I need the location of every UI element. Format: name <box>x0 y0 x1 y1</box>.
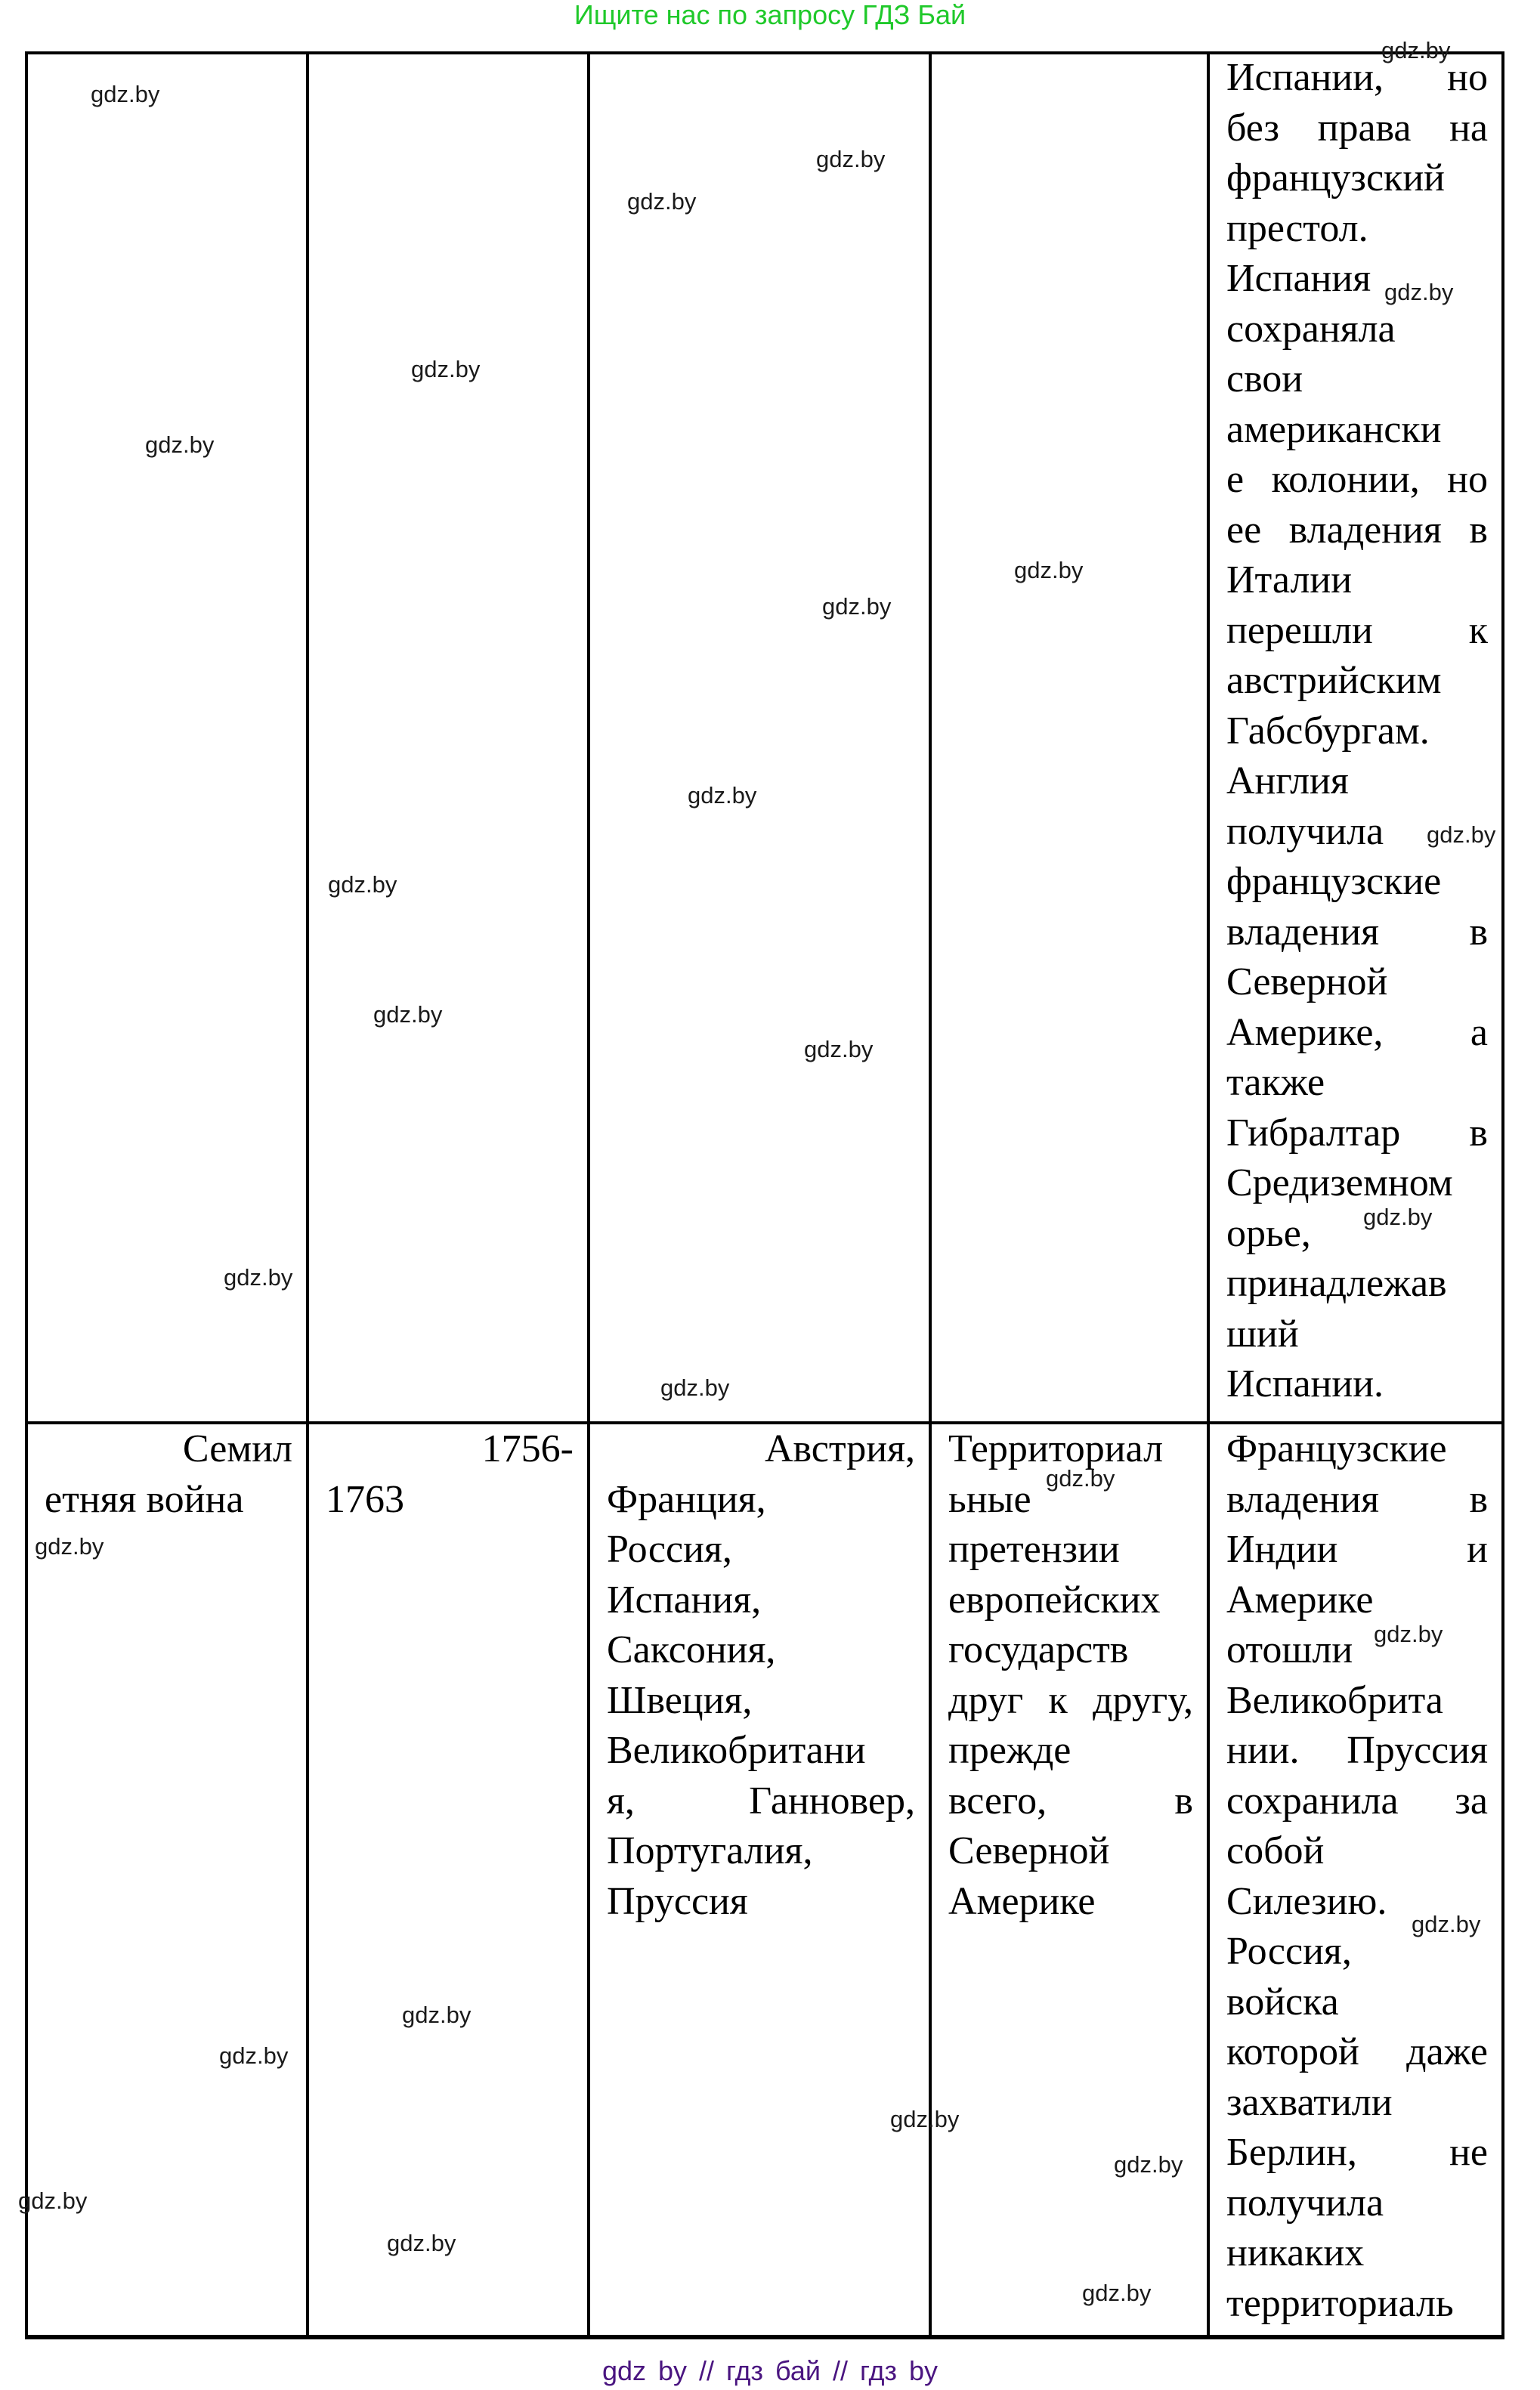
cell-text-line: ьные <box>948 1477 1031 1521</box>
watermark-text: gdz.by <box>816 146 886 172</box>
watermark-text: gdz.by <box>402 2002 472 2028</box>
cell-text-line: е колонии, но <box>1226 458 1488 501</box>
cell-text-line: также <box>1226 1061 1325 1104</box>
cell-text-line: государств <box>948 1628 1129 1671</box>
cell-text-line: Семил <box>182 1427 292 1470</box>
watermark-text: gdz.by <box>822 593 892 620</box>
cell-text-line: захватили <box>1226 2080 1393 2124</box>
cell-text-line: престол. <box>1226 206 1368 250</box>
cell-text-line: американски <box>1226 407 1442 451</box>
cell-text-line: Берлин, не <box>1226 2131 1488 2174</box>
watermark-text: gdz.by <box>1082 2280 1152 2306</box>
cell-text-line: Швеция, <box>607 1678 753 1722</box>
cell-text-line: владения в <box>1226 1477 1488 1521</box>
row2-participants-cell <box>590 1424 929 2335</box>
row2-results-cell <box>1210 1424 1501 2335</box>
cell-text-line: Испания <box>1226 257 1371 300</box>
watermark-text: gdz.by <box>688 782 757 809</box>
row1-participants-cell <box>590 54 929 1421</box>
row2-years-cell <box>309 1424 587 2335</box>
cell-text-line: Испания, <box>607 1578 762 1622</box>
cell-text-line: Америке <box>1226 1578 1374 1622</box>
cell-text-line: Территориал <box>948 1427 1164 1470</box>
watermark-text: gdz.by <box>145 431 215 458</box>
row1-war-cell <box>28 54 306 1421</box>
cell-text-line: Россия, <box>607 1528 732 1571</box>
cell-text-line: Силезию. <box>1226 1879 1387 1923</box>
history-wars-table <box>25 51 1504 2338</box>
watermark-text: gdz.by <box>1363 1204 1433 1230</box>
watermark-text: gdz.by <box>660 1374 730 1401</box>
watermark-text: gdz.by <box>1114 2151 1183 2178</box>
row1-years-cell <box>309 54 587 1421</box>
watermark-text: gdz.by <box>890 2106 960 2132</box>
row2-causes-cell <box>932 1424 1207 2335</box>
row1-causes-cell <box>932 54 1207 1421</box>
cell-text-line: прежде <box>948 1729 1072 1772</box>
cell-text-line: Северной <box>948 1829 1110 1872</box>
search-hint-banner: Ищите нас по запросу ГДЗ Бай <box>574 0 966 30</box>
cell-text-line: Америке <box>948 1879 1096 1923</box>
cell-text-line: перешли к <box>1226 608 1488 652</box>
site-footer-links: gdz by // гдз бай // гдз by <box>601 2355 939 2386</box>
cell-text-line: орье, <box>1226 1211 1311 1255</box>
cell-text-line: Испании, но <box>1226 56 1488 99</box>
watermark-text: gdz.by <box>804 1036 874 1062</box>
cell-text-line: принадлежав <box>1226 1262 1447 1305</box>
cell-text-line: Великобритани <box>607 1729 866 1772</box>
watermark-text: gdz.by <box>219 2042 289 2069</box>
cell-text-line: собой <box>1226 1829 1325 1872</box>
cell-text-line: Саксония, <box>607 1628 776 1671</box>
cell-text-line: етняя война <box>45 1477 244 1521</box>
table-border-bottom <box>25 2335 1504 2339</box>
cell-text-line: владения в <box>1226 910 1488 954</box>
cell-text-line: получила <box>1226 809 1384 853</box>
cell-text-line: Испании. <box>1226 1362 1384 1405</box>
cell-text-line: Французские <box>1226 1427 1447 1470</box>
row1-results-cell <box>1210 53 1501 1421</box>
cell-text-line: которой даже <box>1226 2030 1488 2073</box>
cell-text-line: Средиземном <box>1226 1161 1453 1204</box>
watermark-text: gdz.by <box>1381 37 1451 63</box>
cell-text-line: войска <box>1226 1980 1339 2024</box>
watermark-text: gdz.by <box>1412 1911 1481 1937</box>
watermark-text: gdz.by <box>1427 821 1496 848</box>
watermark-text: gdz.by <box>328 871 397 898</box>
watermark-text: gdz.by <box>1014 557 1084 583</box>
watermark-text: gdz.by <box>35 1533 104 1560</box>
cell-text-line: отошли <box>1226 1628 1353 1671</box>
cell-text-line: получила <box>1226 2181 1384 2225</box>
watermark-text: gdz.by <box>411 356 481 382</box>
cell-text-line: никаких <box>1226 2231 1365 2274</box>
cell-text-line: Габсбургам. <box>1226 709 1430 753</box>
cell-text-line: Пруссия <box>607 1879 748 1923</box>
watermark-text: gdz.by <box>387 2230 456 2256</box>
cell-text-line: ший <box>1226 1312 1299 1356</box>
cell-text-line: Англия <box>1226 759 1349 802</box>
cell-text-line: Франция, <box>607 1477 766 1521</box>
watermark-text: gdz.by <box>373 1001 443 1028</box>
cell-text-line: Италии <box>1226 558 1353 601</box>
cell-text-line: территориаль <box>1226 2281 1454 2325</box>
cell-text-line: друг к другу, <box>948 1678 1193 1722</box>
cell-text-line: ее владения в <box>1226 508 1488 552</box>
table-border-right <box>1501 51 1504 2338</box>
cell-text-line: нии. Пруссия <box>1226 1729 1488 1772</box>
cell-text-line: я, Ганновер, <box>607 1779 915 1823</box>
cell-text-line: Америке, а <box>1226 1010 1488 1054</box>
cell-text-line: претензии <box>948 1528 1120 1571</box>
watermark-text: gdz.by <box>1374 1621 1443 1647</box>
cell-text-line: свои <box>1226 357 1303 400</box>
cell-text-line: Северной <box>1226 960 1388 1003</box>
cell-text-line: Португалия, <box>607 1829 813 1872</box>
cell-text-line: Гибралтар в <box>1226 1111 1488 1155</box>
watermark-text: gdz.by <box>627 188 697 215</box>
cell-text-line: 1763 <box>326 1477 404 1521</box>
watermark-text: gdz.by <box>91 81 160 107</box>
cell-text-line: сохранила за <box>1226 1779 1488 1823</box>
cell-text-line: французские <box>1226 860 1442 903</box>
cell-text-line: всего, в <box>948 1779 1193 1823</box>
cell-text-line: французский <box>1226 156 1445 199</box>
cell-text-line: Великобрита <box>1226 1678 1443 1722</box>
cell-text-line: без права на <box>1226 106 1488 150</box>
cell-text-line: австрийским <box>1226 659 1442 702</box>
cell-text-line: Россия, <box>1226 1930 1352 1973</box>
watermark-text: gdz.by <box>1384 279 1454 305</box>
cell-text-line: европейских <box>948 1578 1161 1622</box>
watermark-text: gdz.by <box>224 1264 293 1291</box>
cell-text-line: Индии и <box>1226 1528 1488 1571</box>
watermark-text: gdz.by <box>1046 1465 1115 1492</box>
cell-text-line: сохраняла <box>1226 307 1396 351</box>
cell-text-line: 1756- <box>481 1427 574 1470</box>
cell-text-line: Австрия, <box>765 1427 915 1470</box>
watermark-text: gdz.by <box>18 2187 88 2214</box>
